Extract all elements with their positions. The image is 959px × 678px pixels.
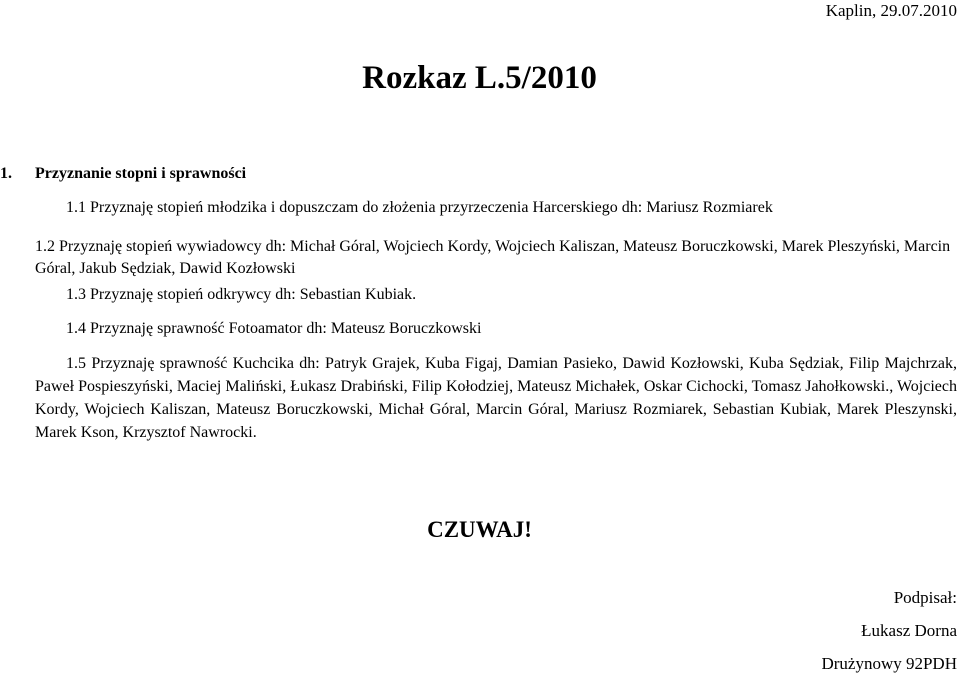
order-item-1-5: 1.5 Przyznaję sprawność Kuchcika dh: Patryk Grajek, Kuba Figaj, Damian Pasieko, Dawid Kozłowski, Kuba Sędziak, Filip Majchrzak, Paweł Pospieszyński, Maciej Maliński, Łukasz Drabiński, Filip Kołodziej, Mateusz Michałek, Oskar Cichocki, Tomasz Jahołkowski., Wojciech Kordy, Wojciech Kaliszan, Mateusz Boruczkowski, Michał Góral, Marcin Góral, Mariusz Rozmiarek, Sebastian Kubiak, Marek Pleszynski, Marek Kson, Krzysztof Nawrocki. [35, 355, 957, 441]
document-title: Rozkaz L.5/2010 [362, 60, 597, 96]
signature-label: Podpisał: [893, 588, 957, 607]
closing-salute: CZUWAJ! [427, 517, 532, 542]
signatory-name: Łukasz Dorna [861, 621, 957, 640]
order-item-1-3: 1.3 Przyznaję stopień odkrywcy dh: Sebastian Kubiak. [66, 286, 417, 303]
signatory-role: Drużynowy 92PDH [821, 654, 957, 673]
order-item-1-2: 1.2 Przyznaję stopień wywiadowcy dh: Michał Góral, Wojciech Kordy, Wojciech Kaliszan, Mateusz Boruczkowski, Marek Pleszyński, Marcin Góral, Jakub Sędziak, Dawid Kozłowski [35, 238, 951, 277]
section-heading: Przyznanie stopni i sprawności [35, 165, 247, 182]
place-date: Kaplin, 29.07.2010 [825, 1, 957, 20]
order-item-1-1: 1.1 Przyznaję stopień młodzika i dopuszczam do złożenia przyrzeczenia Harcerskiego dh: Mariusz Rozmiarek [66, 199, 773, 216]
section-number: 1. [0, 165, 12, 182]
order-item-1-4: 1.4 Przyznaję sprawność Fotoamator dh: Mateusz Boruczkowski [66, 320, 482, 337]
